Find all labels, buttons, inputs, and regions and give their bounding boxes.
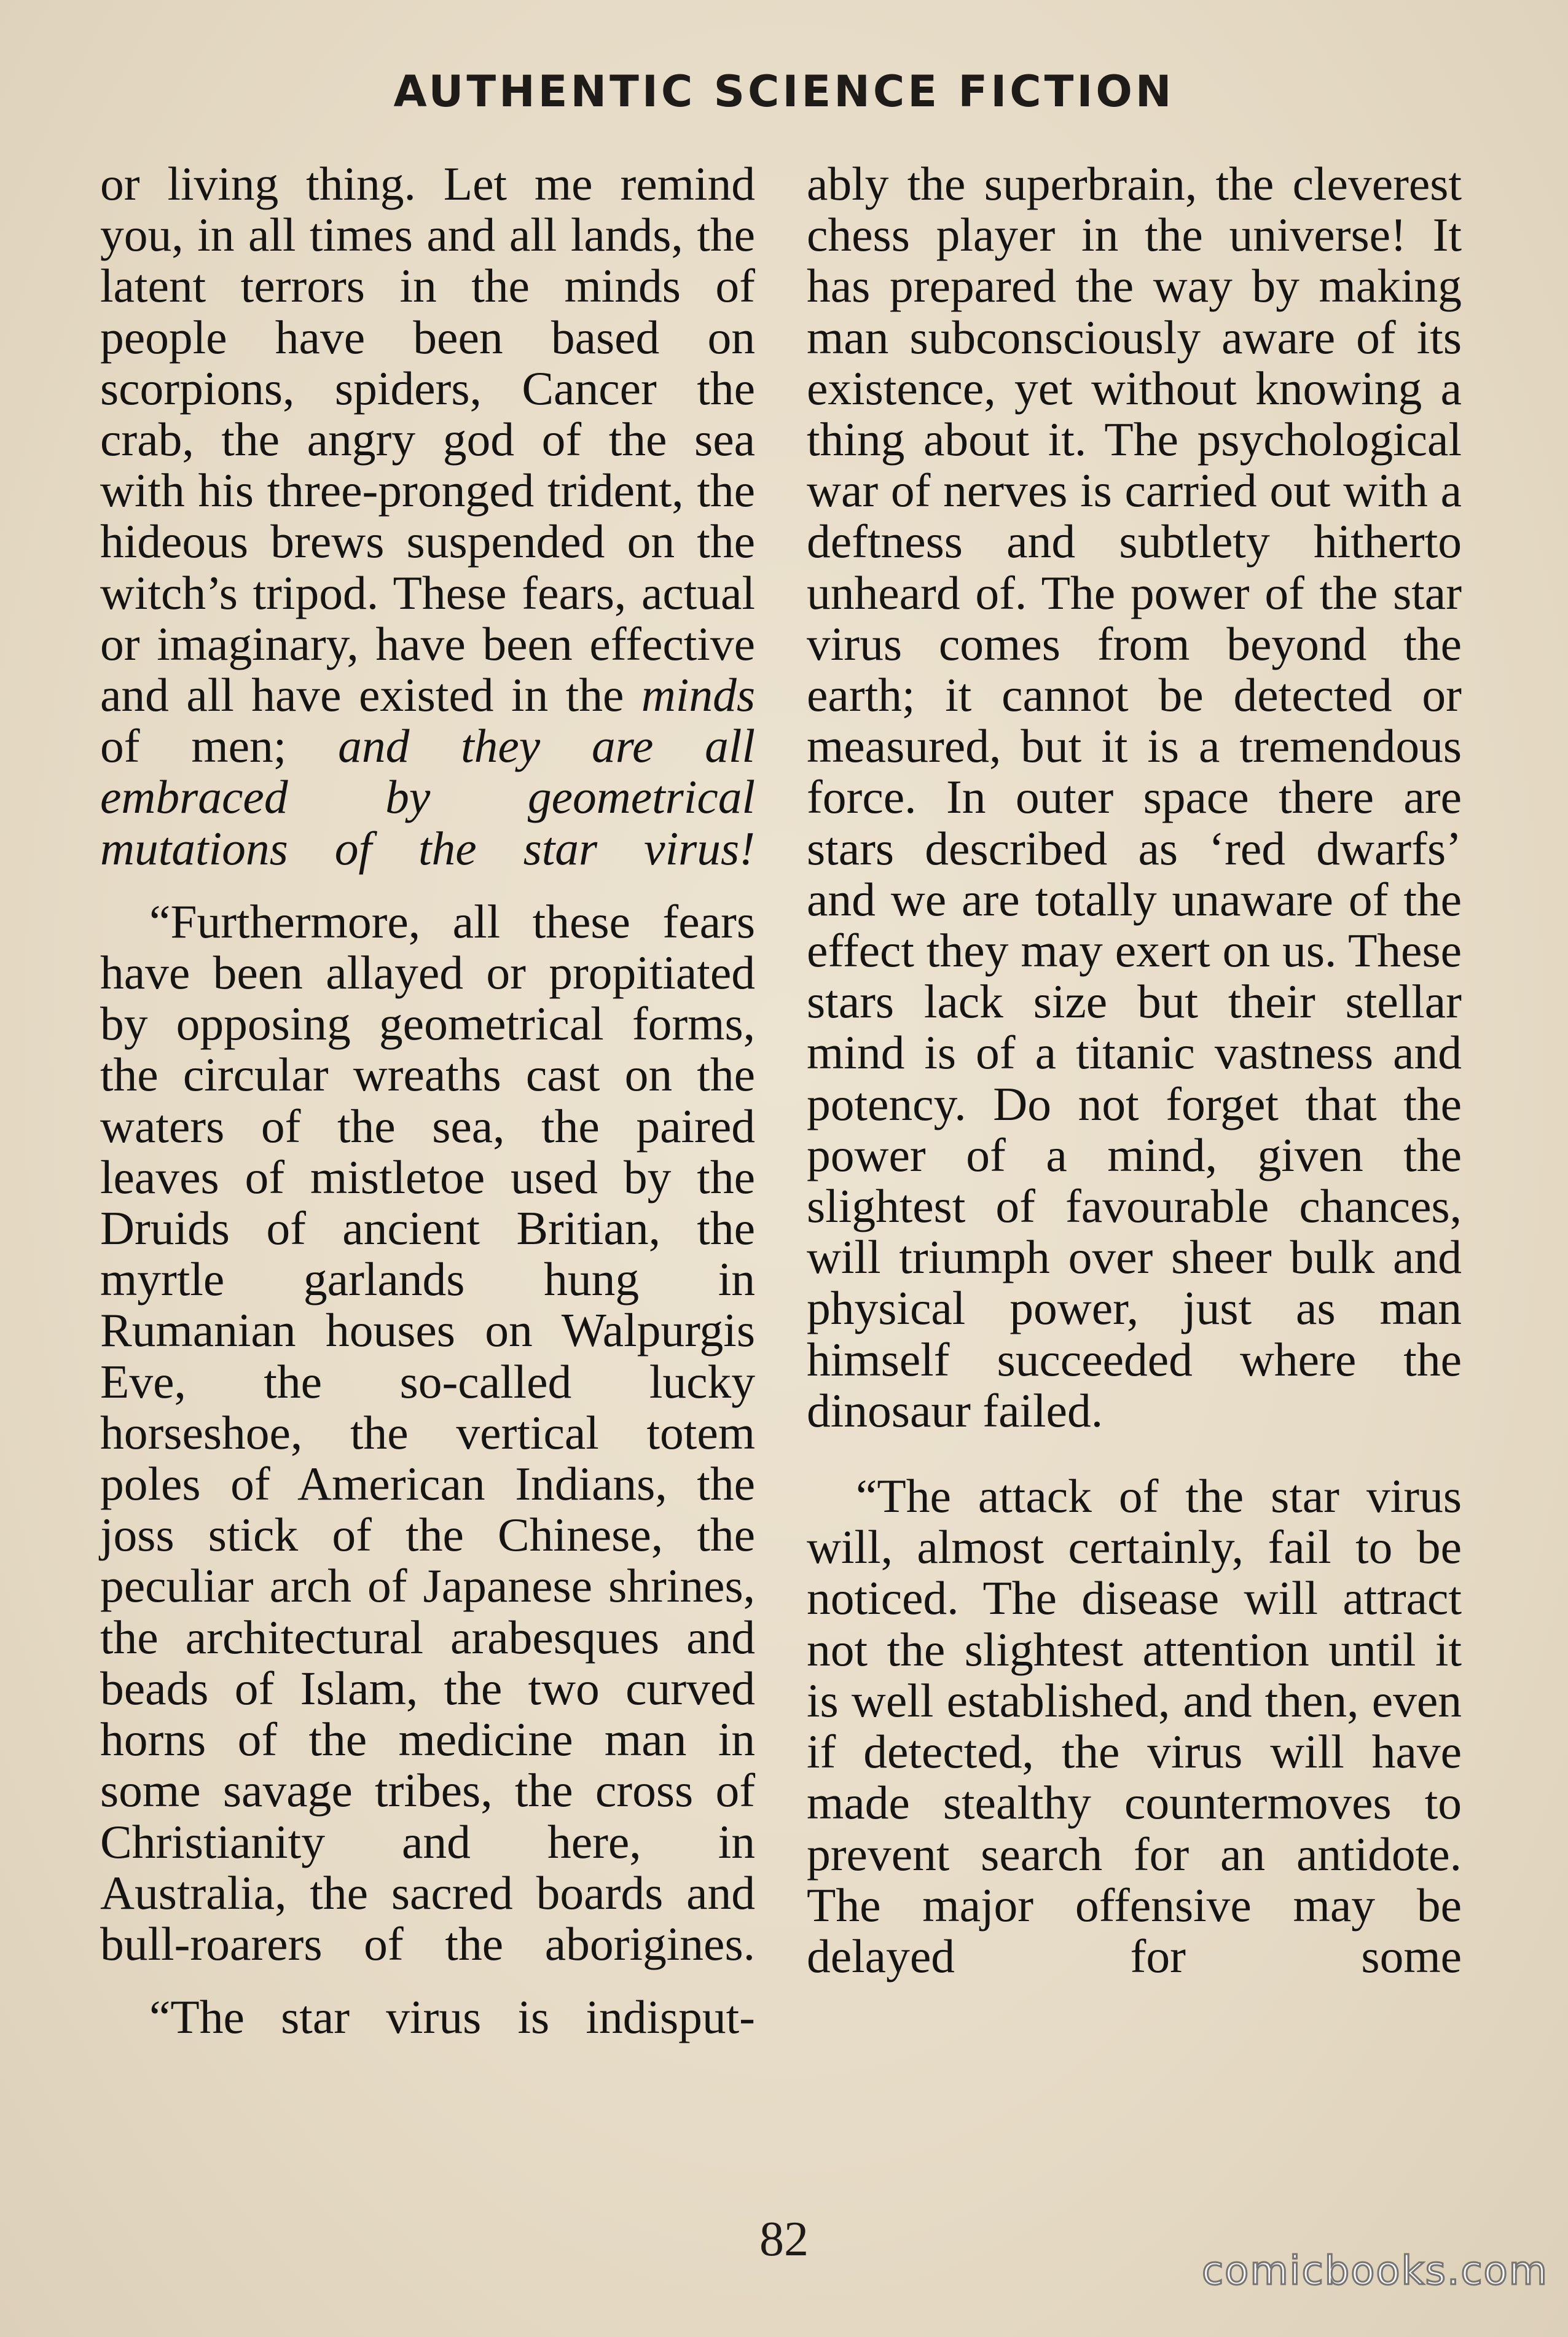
left-paragraph-2: “Furthermore, all these fears have been allayed or propitiated by opposing geometrical forms, the circular wreaths cast on the waters of the sea, the paired leaves of mistletoe used by the Druids of ancient Britian, the myrtle garlands hung in Rumanian houses on Walpurgis Eve, the so-called lucky horseshoe, the vertical totem poles of American Indians, the joss stick of the Chinese, the peculiar arch of Japanese shrines, the architectural arabesques and beads of Islam, the two curved horns of the medicine man in some savage tribes, the cross of Christianity and here, in Australia, the sacred boards and bull-roarers of the aborigines.	[100, 894, 755, 1970]
left-paragraph-1	[100, 159, 755, 874]
left-paragraph-1-text: or living thing. Let me remind you, in all times and all lands, the latent terrors in the minds of people have been based on scorpions, spiders, Cancer the crab, the angry god of the sea with his three-pronged trident, the hideous brews suspended on the witch’s tripod. These fears, actual or imaginary, have been effective and all have existed in the	[100, 157, 755, 722]
right-paragraph-2: “The attack of the star virus will, almost certainly, fail to be noticed. The disease will attract not the slightest attention until it is well established, and then, even if detected, the virus will have made stealthy countermoves to prevent search for an antidote. The major offensive may be delayed for some	[807, 1470, 1462, 1983]
right-column	[807, 159, 1462, 1982]
left-paragraph-1-mid: of men;	[100, 719, 339, 773]
left-paragraph-1-emphasis-closing: and they are all embraced by geometrical mutations of the star virus!	[100, 719, 755, 875]
left-column	[100, 159, 755, 2043]
watermark-logo: comicbooks.com	[1201, 2249, 1548, 2294]
right-paragraph-1: ably the superbrain, the cleverest chess player in the universe! It has prepared the way by making man subconsciously aware of its existence, yet without knowing a thing about it. The psychological war of nerves is carried out with a deftness and subtlety hitherto unheard of. The power of the star virus comes from beyond the earth; it cannot be detected or measured, but it is a tremendous force. In outer space there are stars described as ‘red dwarfs’ and we are totally unaware of the effect they may exert on us. These stars lack size but their stellar mind is of a titanic vastness and potency. Do not forget that the power of a mind, given the slightest of favourable chances, will triumph over sheer bulk and physical power, just as man himself succeeded where the dinosaur failed.	[807, 157, 1462, 1437]
page-number: 82	[759, 2212, 809, 2266]
left-paragraph-1-emphasis-minds: minds	[641, 668, 755, 722]
running-head: AUTHENTIC SCIENCE FICTION	[393, 66, 1175, 117]
left-paragraph-3: “The star virus is indisput-	[149, 1991, 755, 2044]
